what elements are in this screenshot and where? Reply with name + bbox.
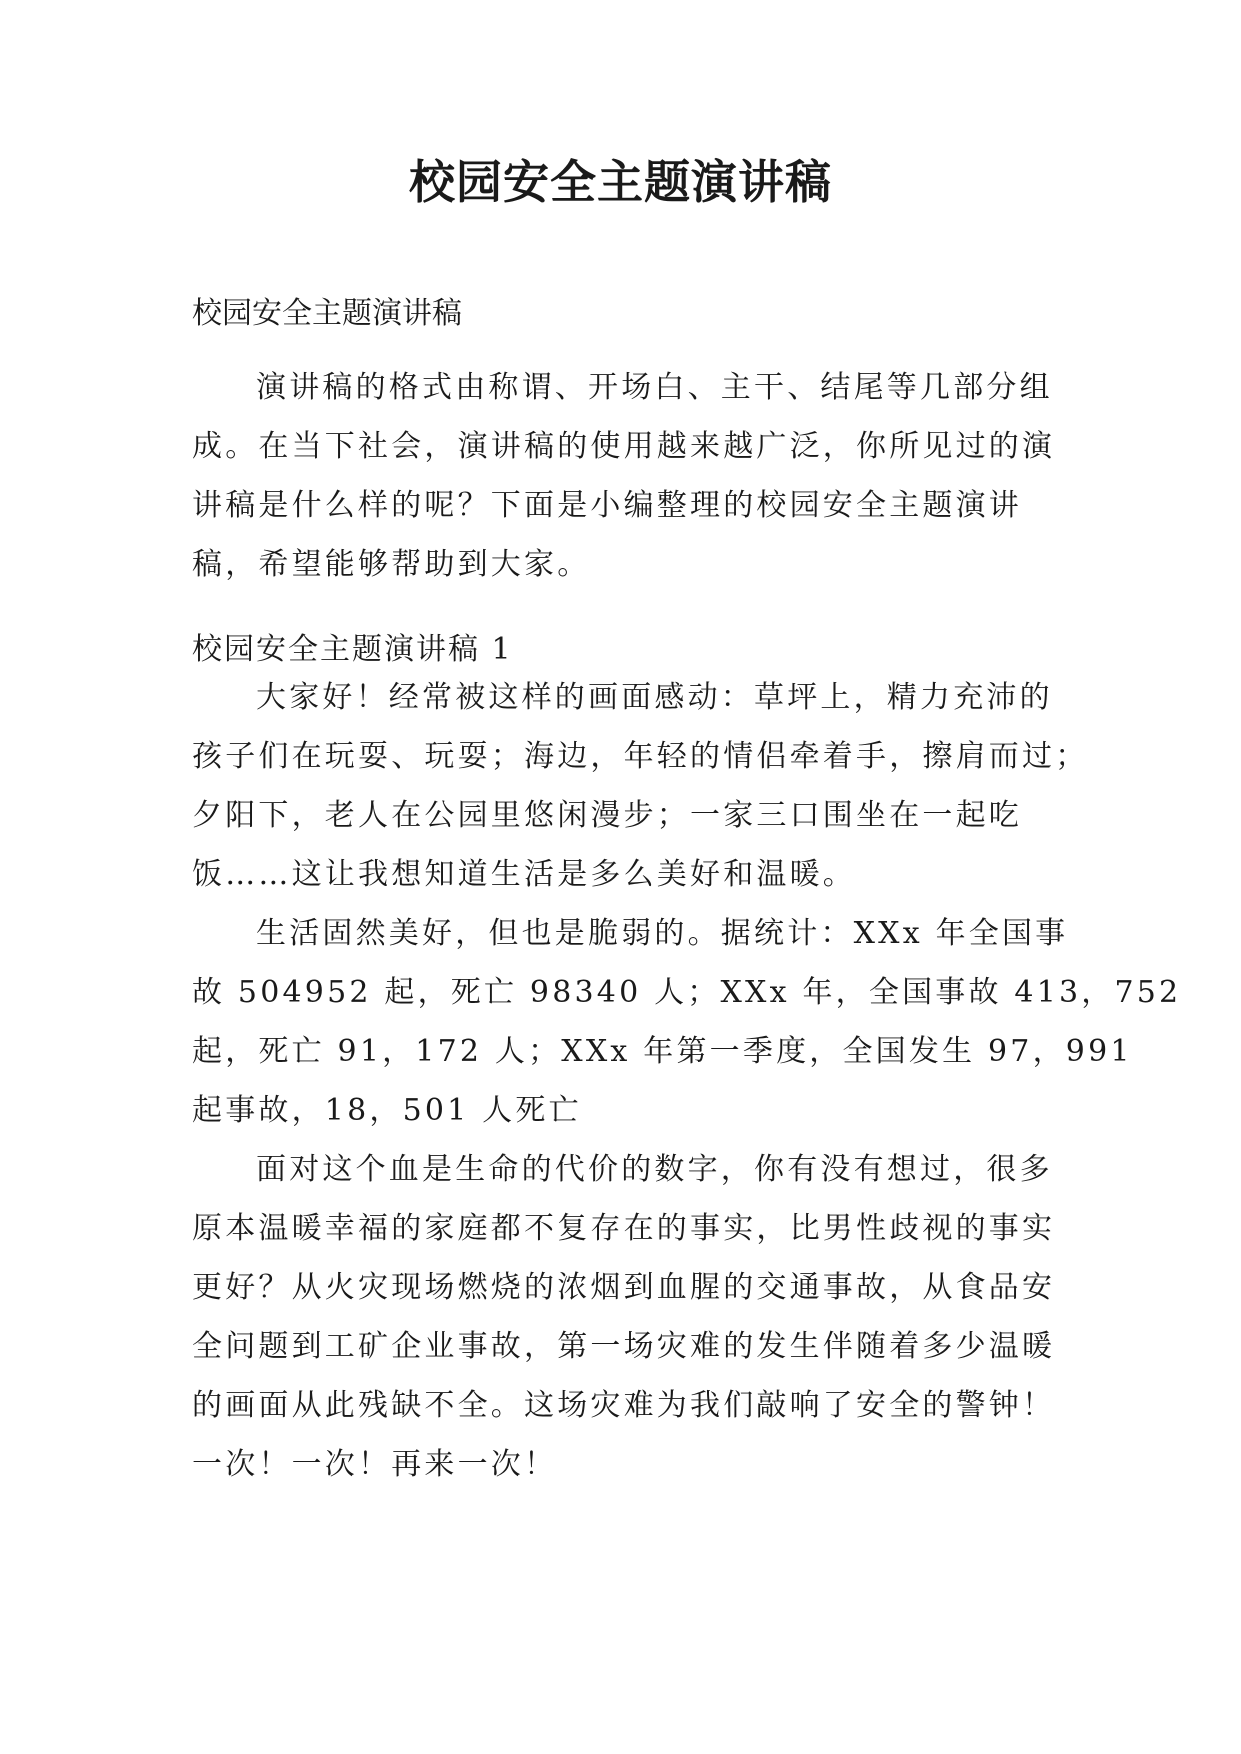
intro-paragraph [192, 358, 1062, 594]
paragraph-1 [192, 668, 1089, 904]
document-subtitle: 校园安全主题演讲稿 [192, 296, 462, 331]
paragraph-2 [192, 904, 1182, 1140]
intro-line: 讲稿是什么样的呢？下面是小编整理的校园安全主题演讲 [192, 488, 1022, 523]
paragraph-line: 大家好！经常被这样的画面感动：草坪上，精力充沛的 [256, 680, 1053, 715]
paragraph-line: 面对这个血是生命的代价的数字，你有没有想过，很多 [256, 1152, 1053, 1187]
document-title: 校园安全主题演讲稿 [409, 155, 832, 209]
paragraph-line: 更好？从火灾现场燃烧的浓烟到血腥的交通事故，从食品安 [192, 1270, 1056, 1305]
paragraph-line: 的画面从此残缺不全。这场灾难为我们敲响了安全的警钟！ [192, 1388, 1056, 1423]
intro-line: 稿，希望能够帮助到大家。 [192, 547, 591, 582]
intro-line: 演讲稿的格式由称谓、开场白、主干、结尾等几部分组 [256, 370, 1053, 405]
intro-line: 成。在当下社会，演讲稿的使用越来越广泛，你所见过的演 [192, 429, 1056, 464]
section1-heading: 校园安全主题演讲稿 1 [192, 632, 513, 667]
paragraph-line: 全问题到工矿企业事故，第一场灾难的发生伴随着多少温暖 [192, 1329, 1056, 1364]
paragraph-line: 一次！一次！再来一次！ [192, 1447, 558, 1482]
paragraph-line: 孩子们在玩耍、玩耍；海边，年轻的情侣牵着手，擦肩而过； [192, 739, 1089, 774]
paragraph-line: 起事故，18，501 人死亡 [192, 1093, 582, 1128]
paragraph-line: 故 504952 起，死亡 98340 人；XXx 年，全国事故 413，752 [192, 975, 1182, 1010]
paragraph-line: 起，死亡 91，172 人；XXx 年第一季度，全国发生 97，991 [192, 1034, 1133, 1069]
paragraph-line: 饭……这让我想知道生活是多么美好和温暖。 [192, 857, 856, 892]
paragraph-line: 生活固然美好，但也是脆弱的。据统计：XXx 年全国事 [256, 916, 1069, 951]
paragraph-line: 原本温暖幸福的家庭都不复存在的事实，比男性歧视的事实 [192, 1211, 1056, 1246]
paragraph-3 [192, 1140, 1062, 1494]
paragraph-line: 夕阳下，老人在公园里悠闲漫步；一家三口围坐在一起吃 [192, 798, 1022, 833]
